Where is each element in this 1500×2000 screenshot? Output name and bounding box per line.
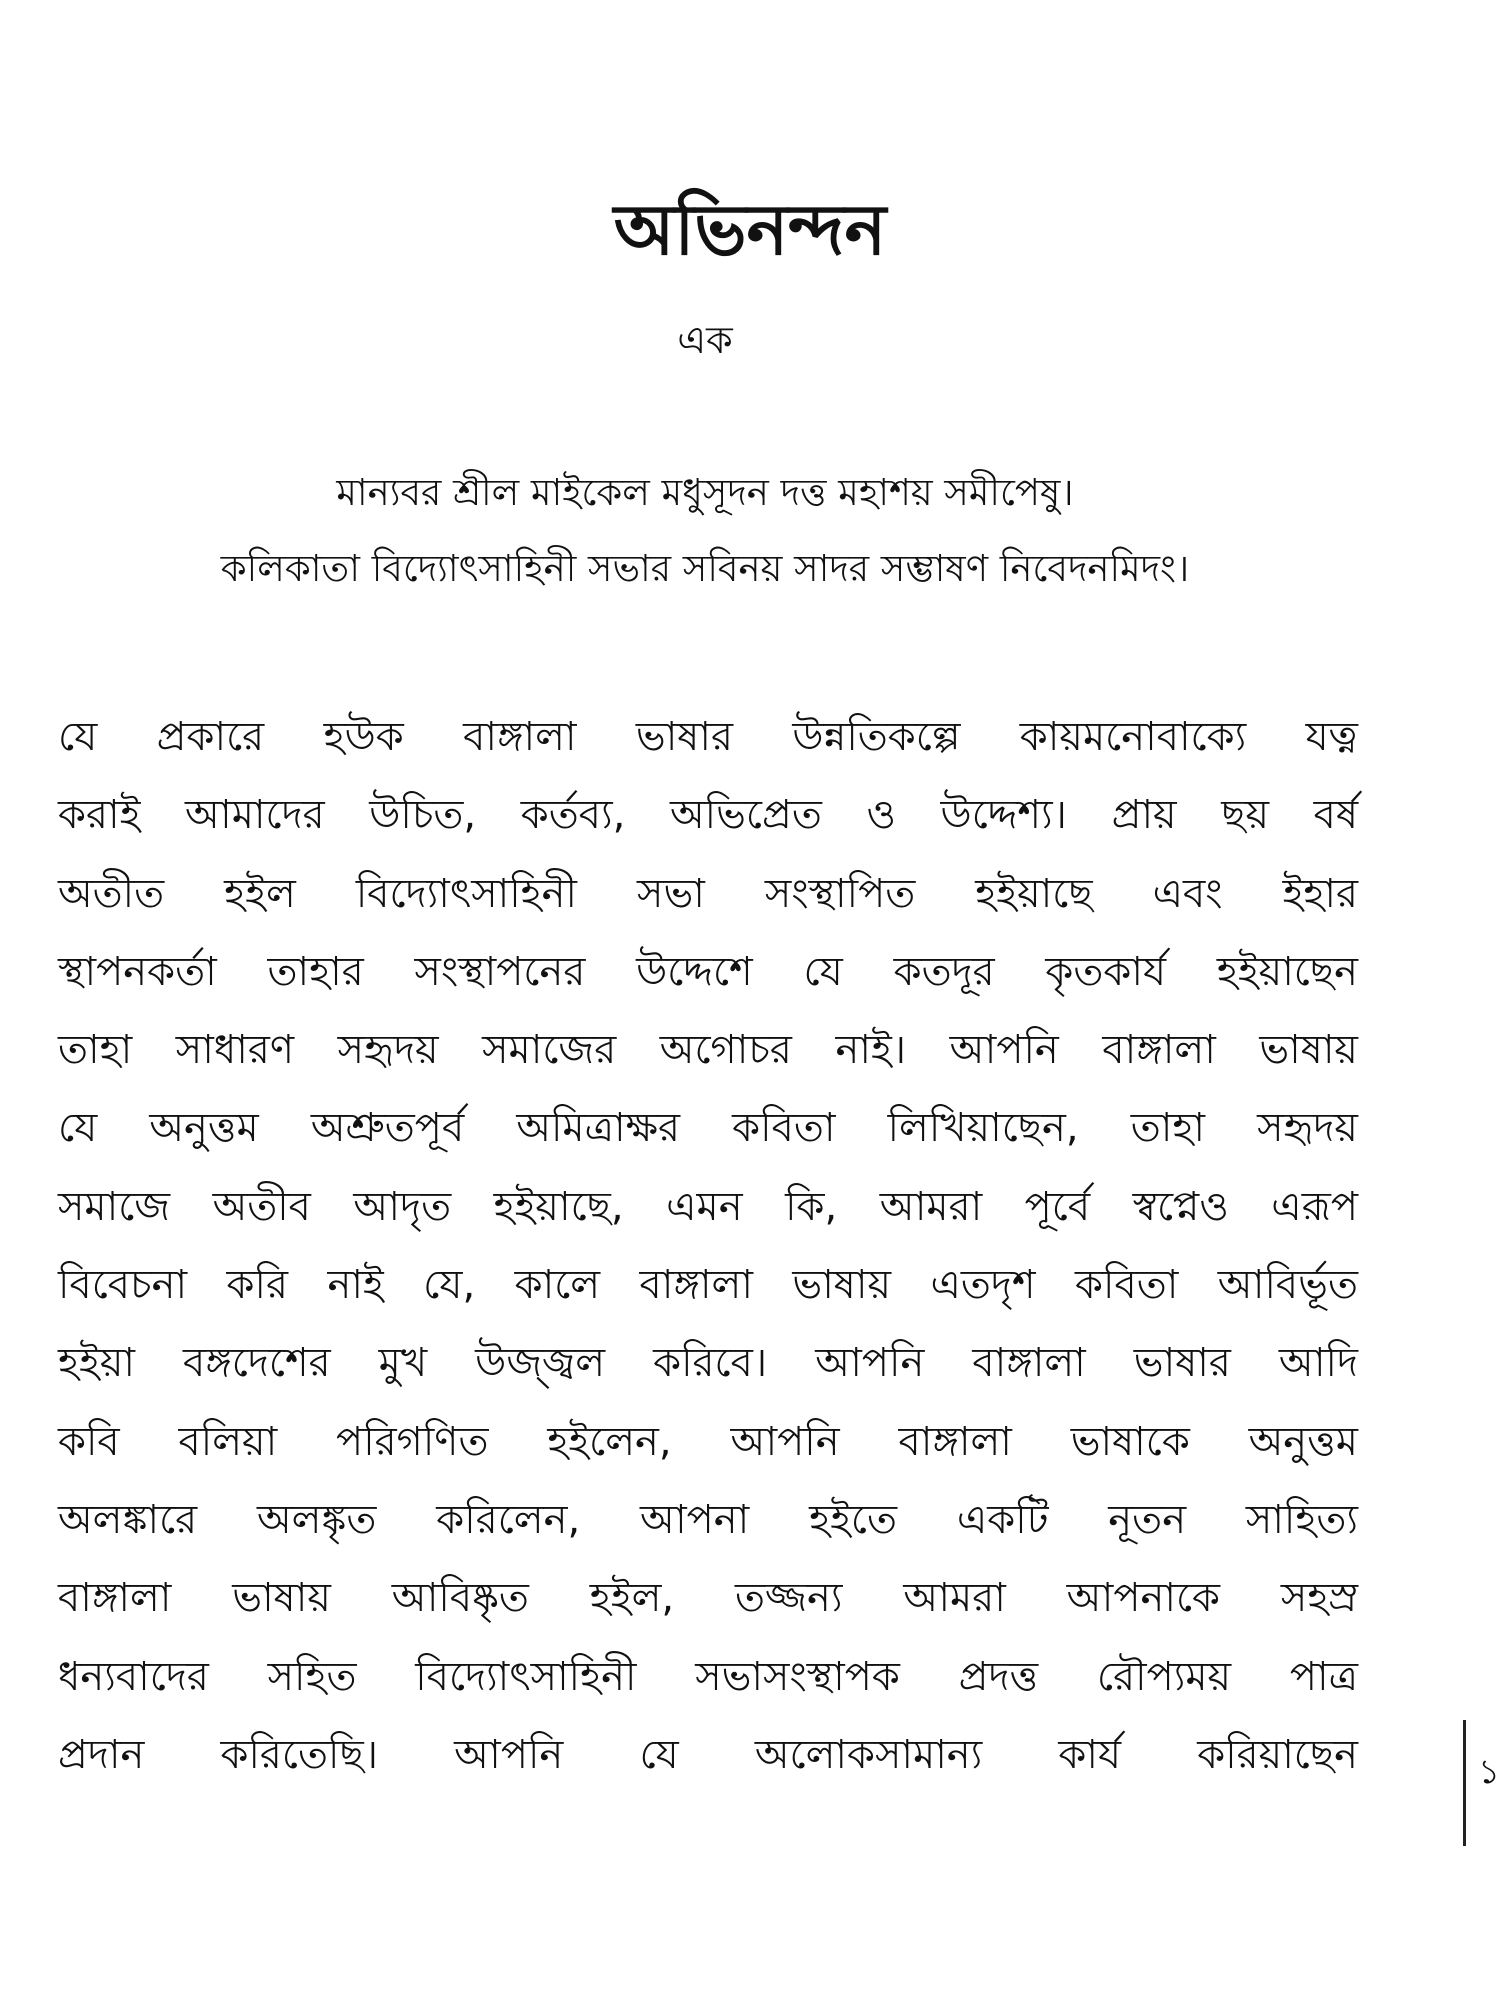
address-line: কলিকাতা বিদ্যোৎসাহিনী সভার সবিনয় সাদর সম্ভাষণ নিবেদনমিদং। — [220, 547, 1190, 590]
address-block — [60, 455, 1350, 607]
text-line: যে অনুত্তম অশ্রুতপূর্ব অমিত্রাক্ষর কবিতা লিখিয়াছেন, তাহা সহৃদয় — [58, 1105, 1358, 1152]
page-number: ১ — [1478, 1752, 1500, 1792]
text-line: যে প্রকারে হউক বাঙ্গালা ভাষার উন্নতিকল্পে কায়মনোবাক্যে যত্ন — [58, 714, 1358, 760]
text-line: অতীত হইল বিদ্যোৎসাহিনী সভা সংস্থাপিত হইয়াছে এবং ইহার — [58, 870, 1358, 917]
text-line: স্থাপনকর্তা তাহার সংস্থাপনের উদ্দেশে যে কতদূর কৃতকার্য হইয়াছেন — [58, 948, 1358, 995]
section-number: এক — [677, 318, 733, 362]
text-line: বাঙ্গালা ভাষায় আবিষ্কৃত হইল, তজ্জন্য আমরা আপনাকে সহস্র — [58, 1575, 1358, 1622]
margin-divider — [1463, 1720, 1466, 1846]
text-line: কবি বলিয়া পরিগণিত হইলেন, আপনি বাঙ্গালা ভাষাকে অনুত্তম — [58, 1418, 1358, 1465]
text-line: অলঙ্কারে অলঙ্কৃত করিলেন, আপনা হইতে একটি নূতন সাহিত্য — [58, 1496, 1358, 1543]
text-line: সমাজে অতীব আদৃত হইয়াছে, এমন কি, আমরা পূর্বে স্বপ্নেও এরূপ — [58, 1183, 1358, 1230]
text-line: তাহা সাধারণ সহৃদয় সমাজের অগোচর নাই। আপনি বাঙ্গালা ভাষায় — [58, 1027, 1358, 1074]
text-line: হইয়া বঙ্গদেশের মুখ উজ্জ্বল করিবে। আপনি বাঙ্গালা ভাষার আদি — [58, 1340, 1358, 1387]
page-title: অভিনন্দন — [613, 189, 887, 271]
text-line: প্রদান করিতেছি। আপনি যে অলোকসামান্য কার্য করিয়াছেন — [58, 1731, 1358, 1778]
text-line: ধন্যবাদের সহিত বিদ্যোৎসাহিনী সভাসংস্থাপক প্রদত্ত রৌপ্যময় পাত্র — [58, 1653, 1358, 1700]
text-line: করাই আমাদের উচিত, কর্তব্য, অভিপ্রেত ও উদ্দেশ্য। প্রায় ছয় বর্ষ — [58, 792, 1358, 839]
address-line: মান্যবর শ্রীল মাইকেল মধুসূদন দত্ত মহাশয় সমীপেষু। — [336, 471, 1074, 514]
text-line: বিবেচনা করি নাই যে, কালে বাঙ্গালা ভাষায় এতদৃশ কবিতা আবির্ভূত — [58, 1262, 1358, 1309]
body-paragraph — [58, 698, 1358, 1794]
